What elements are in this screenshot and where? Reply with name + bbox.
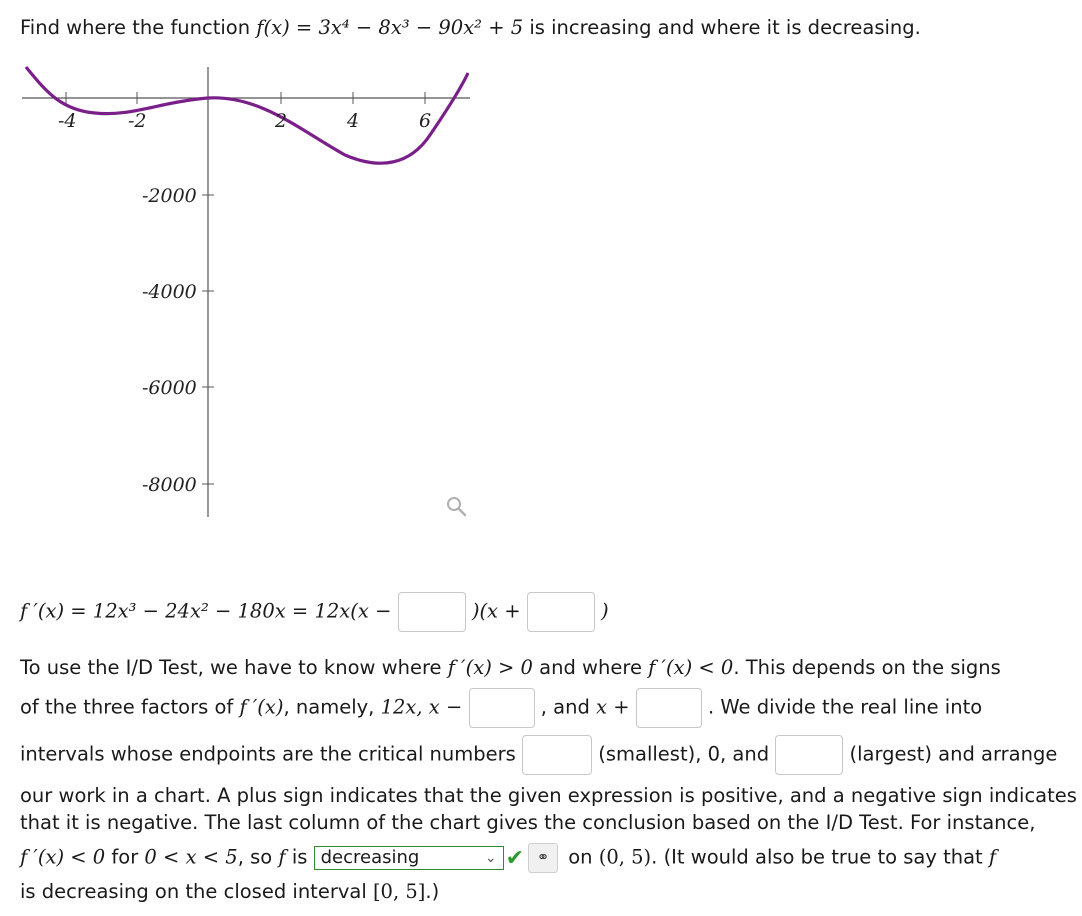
critical-number-smallest-input[interactable]	[522, 735, 592, 775]
paragraph-line-3: intervals whose endpoints are the critical numbers (smallest), 0, and (largest) and arrange	[20, 735, 1057, 775]
paragraph-line-6: f ′(x) < 0 for 0 < x < 5, so f is decreasing ⌄ ✔ ⚭ on (0, 5). (It would also be true to say that f	[20, 843, 996, 873]
key-icon[interactable]: ⚭	[528, 843, 558, 873]
y-tick-label: -6000	[142, 377, 197, 399]
factor-input-1[interactable]	[469, 688, 535, 728]
function-expression: f(x) = 3x⁴ − 8x³ − 90x² + 5	[256, 16, 524, 39]
paragraph-line-5: that it is negative. The last column of the chart gives the conclusion based on the I/D Test. For instance,	[20, 811, 1036, 834]
x-tick-label: -4	[58, 110, 77, 132]
factor-root-input-1[interactable]	[398, 592, 466, 632]
paragraph-line-2: of the three factors of f ′(x), namely, 12x, x − , and x + . We divide the real line into	[20, 688, 982, 728]
derivative-line: f ′(x) = 12x³ − 24x² − 180x = 12x(x − )(x + )	[20, 592, 609, 632]
x-tick-label: 6	[419, 110, 432, 132]
factor-root-input-2[interactable]	[527, 592, 595, 632]
y-tick-label: -8000	[142, 474, 197, 496]
x-tick-label: -2	[128, 110, 147, 132]
x-tick-label: 2	[275, 110, 288, 132]
factor-input-2[interactable]	[636, 688, 702, 728]
critical-number-largest-input[interactable]	[775, 735, 843, 775]
paragraph-line-4: our work in a chart. A plus sign indicates that the given expression is positive, and a negative sign indicates	[20, 784, 1077, 807]
function-graph	[0, 55, 480, 525]
function-curve	[26, 67, 468, 163]
magnifier-icon[interactable]	[448, 498, 465, 515]
chevron-down-icon: ⌄	[484, 850, 497, 866]
increasing-decreasing-select[interactable]: decreasing ⌄	[314, 846, 504, 870]
question-text: Find where the function f(x) = 3x⁴ − 8x³ − 90x² + 5 is increasing and where it is decreasing.	[20, 16, 921, 39]
y-tick-label: -4000	[142, 281, 197, 303]
paragraph-line-1: To use the I/D Test, we have to know where f ′(x) > 0 and where f ′(x) < 0. This depends on the signs	[20, 656, 1001, 679]
y-tick-label: -2000	[142, 185, 197, 207]
checkmark-icon: ✔	[505, 845, 525, 871]
x-tick-label: 4	[347, 110, 360, 132]
paragraph-line-7: is decreasing on the closed interval [0, 5].)	[20, 880, 440, 903]
